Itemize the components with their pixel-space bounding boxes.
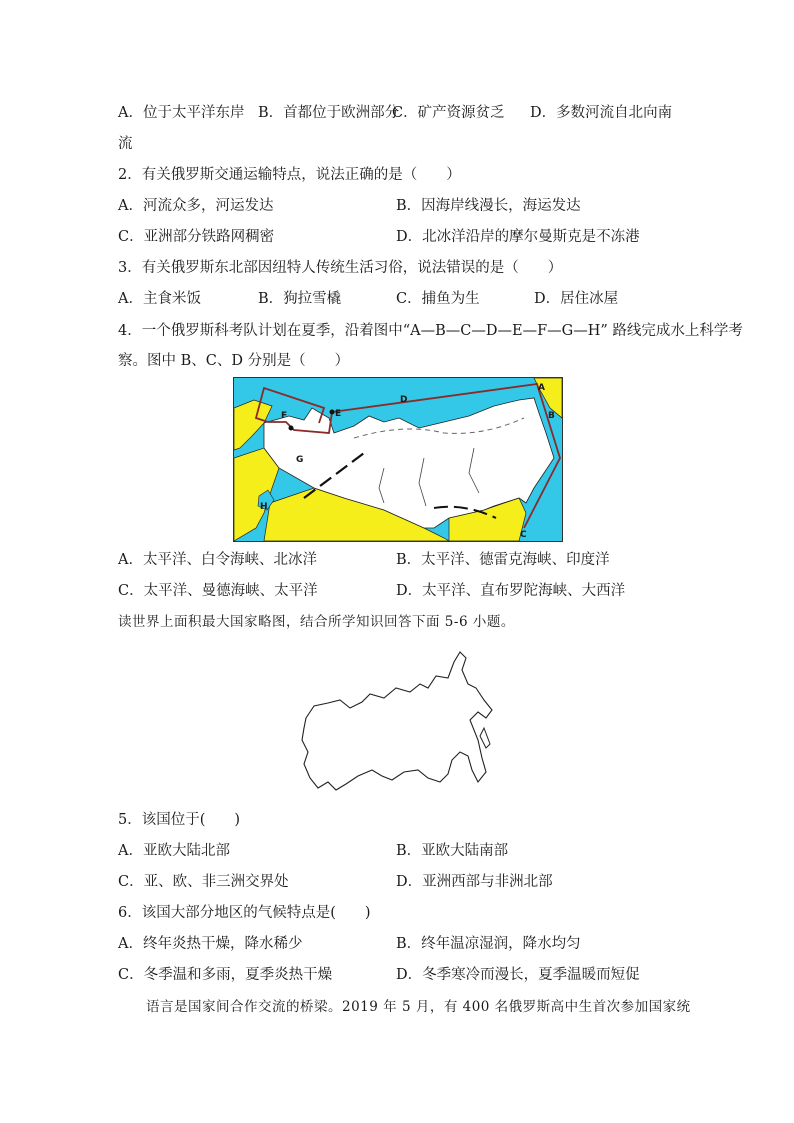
q3-option-c: C．捕鱼为生: [396, 291, 480, 307]
q6-option-a: A．终年炎热干燥，降水稀少: [118, 936, 303, 952]
q4-option-c: C．太平洋、曼德海峡、太平洋: [118, 583, 318, 599]
q2-option-a: A．河流众多，河运发达: [118, 198, 274, 214]
q2-option-d: D．北冰洋沿岸的摩尔曼斯克是不冻港: [396, 229, 640, 245]
map-label-h: H: [260, 502, 268, 512]
route-point: [330, 410, 335, 415]
intro-next-passage: 语言是国家间合作交流的桥梁。2019 年 5 月，有 400 名俄罗斯高中生首次参加国家统: [146, 999, 691, 1015]
map-label-a: A: [538, 383, 545, 393]
q5-stem: 5．该国位于( ): [118, 812, 241, 828]
q4-stem-line2: 察。图中 B、C、D 分别是（ ）: [118, 353, 350, 369]
map-label-g: G: [296, 455, 304, 465]
q2-stem: 2．有关俄罗斯交通运输特点，说法正确的是（ ）: [118, 167, 461, 183]
russia-outline: [302, 652, 492, 790]
q1-option-d-continued: 流: [118, 136, 133, 152]
q5-option-c: C．亚、欧、非三洲交界处: [118, 874, 289, 890]
q6-stem: 6．该国大部分地区的气候特点是( ): [118, 905, 371, 921]
intro-5-6: 读世界上面积最大国家略图，结合所学知识回答下面 5-6 小题。: [118, 614, 515, 630]
q5-option-a: A．亚欧大陆北部: [118, 843, 230, 859]
q5-option-b: B．亚欧大陆南部: [396, 843, 509, 859]
map-label-d: D: [400, 395, 408, 405]
q6-option-c: C．冬季温和多雨，夏季炎热干燥: [118, 967, 333, 983]
q3-option-a: A．主食米饭: [118, 291, 201, 307]
russia-outline-map: [300, 648, 496, 794]
map-label-c: C: [520, 530, 527, 540]
russia-route-map: [233, 377, 563, 542]
map-label-b: B: [548, 411, 555, 421]
q6-option-b: B．终年温凉湿润，降水均匀: [396, 936, 581, 952]
q4-option-a: A．太平洋、白令海峡、北冰洋: [118, 552, 317, 568]
q6-option-d: D．冬季寒冷而漫长，夏季温暖而短促: [396, 967, 640, 983]
map-label-f: F: [281, 411, 288, 421]
q1-option-d: D．多数河流自北向南: [530, 105, 673, 121]
sakhalin-island: [480, 728, 490, 748]
q1-option-a: A．位于太平洋东岸: [118, 105, 245, 121]
q4-option-b: B．太平洋、德雷克海峡、印度洋: [396, 552, 610, 568]
q5-option-d: D．亚洲西部与非洲北部: [396, 874, 553, 890]
q3-stem: 3．有关俄罗斯东北部因纽特人传统生活习俗，说法错误的是（ ）: [118, 260, 563, 276]
q1-option-b: B．首都位于欧洲部分: [258, 105, 400, 121]
q4-option-d: D．太平洋、直布罗陀海峡、大西洋: [396, 583, 626, 599]
q2-option-c: C．亚洲部分铁路网稠密: [118, 229, 275, 245]
route-point: [289, 426, 294, 431]
q2-option-b: B．因海岸线漫长，海运发达: [396, 198, 581, 214]
q3-option-b: B．狗拉雪橇: [258, 291, 342, 307]
q4-stem-line1: 4．一个俄罗斯科考队计划在夏季，沿着图中“A—B—C—D—E—F—G—H” 路线完成水上科学考: [118, 323, 743, 339]
q1-option-c: C．矿产资源贫乏: [392, 105, 505, 121]
q3-option-d: D．居住冰屋: [534, 291, 619, 307]
map-label-e: E: [335, 409, 342, 419]
